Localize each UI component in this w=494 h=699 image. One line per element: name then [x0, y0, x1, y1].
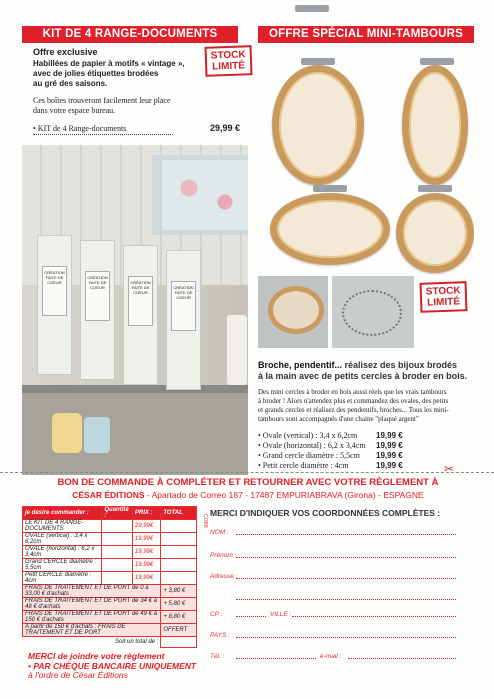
offer-line: au gré des saisons.	[33, 79, 108, 88]
range-document-box: CRÉATION FAITE DE COEUR	[166, 250, 201, 390]
cut-line	[0, 472, 494, 473]
order-table: je désire commander : Quantité : PRIX : TOTAL LE KIT DE 4 RANGE-DOCUMENTS 29,99€ OVALE (vertical) : 3,4 x 6,2cm 19,99€ OVALE (horizontal) : 6,2 x 3,4cm 19,99€ Grand CERCLE diamètre : 5,5cm 19,99€ Petit CERCLE diamètre : 4cm 19,99€ FRAIS DE TRAITEMENT ET DE PORT de 0 à 33,00 € d'achats + 3,80 € FRAIS DE TRAITEMENT ET DE PORT de 34 € à 48 € d'achats + 5,80 € FRAIS DE TRAITEMENT ET DE PORT de 49 € à 150 € d'achats + 8,80 € A partir de 150 € d'achats : FRAIS DE TRAITEMENT ET DE PORT OFFERT Soit un total de :	[22, 506, 197, 648]
mini-tambours-banner: OFFRE SPÉCIAL MINI-TAMBOURS	[258, 26, 474, 43]
kit-price: 29,99 €	[210, 123, 241, 133]
hoops-headline: Broche, pendentif... réalisez des bijoux brodés	[258, 360, 458, 370]
range-documents-photo	[22, 145, 248, 475]
total-field[interactable]	[161, 559, 197, 572]
offer-line: Habillées de papier à motifs « vintage »,	[33, 59, 185, 68]
kit-description: Ces boîtes trouveront facilement leur place dans votre espace bureau.	[33, 96, 171, 115]
oval-horizontal-hoop	[402, 65, 468, 185]
hoop-price-row: • Petit cercle diamètre : 4cm 19,99 €	[258, 461, 403, 470]
field-label: CP :	[210, 611, 223, 618]
field-label: NOM :	[210, 529, 229, 536]
field-label: e-mail :	[320, 653, 342, 660]
total-field[interactable]	[161, 520, 197, 533]
address-input-2[interactable]	[236, 592, 456, 600]
large-circle-hoop	[270, 193, 390, 265]
address-input[interactable]	[236, 571, 456, 579]
pendant-chain-photo	[332, 276, 414, 348]
email-input[interactable]	[348, 651, 456, 659]
phone-input[interactable]	[236, 651, 316, 659]
hoops-headline: à la main avec de petits cercles à broder en bois.	[258, 371, 468, 381]
field-label: Tél. :	[210, 653, 225, 660]
postcode-input[interactable]	[236, 609, 266, 617]
hoop-price-row: • Ovale (vertical) : 3,4 x 6,2cm 19,99 €	[258, 431, 403, 440]
order-address: CÉSAR ÉDITIONS - Apartado de Correo 187 - 17487 EMPURIABRAVA (Girona) - ESPAGNE	[72, 490, 424, 500]
oval-vertical-hoop	[272, 65, 364, 185]
stock-limited-stamp: STOCK LIMITÉ	[204, 45, 252, 77]
quantity-field[interactable]	[102, 533, 133, 546]
total-field[interactable]	[161, 572, 197, 585]
offer-line: avec de jolies étiquettes brodées	[33, 69, 159, 78]
country-input[interactable]	[236, 630, 456, 638]
order-title: BON DE COMMANDE À COMPLÉTER ET RETOURNER AVEC VOTRE RÈGLEMENT À	[57, 477, 439, 488]
scissors-icon: ✂	[444, 462, 455, 476]
form-code: COB8	[202, 514, 208, 528]
city-input[interactable]	[292, 609, 456, 617]
range-document-box: CRÉATION FAITE DE COEUR	[80, 240, 115, 380]
quantity-field[interactable]	[102, 520, 133, 533]
hoop-price-row: • Grand cercle diamètre : 5,5cm 19,99 €	[258, 451, 403, 460]
quantity-field[interactable]	[102, 572, 133, 585]
small-circle-hoop	[396, 193, 474, 273]
quantity-field[interactable]	[102, 546, 133, 559]
grand-total-field[interactable]	[161, 637, 197, 648]
kit-price-label: • KIT de 4 Range-documents	[33, 124, 173, 135]
field-label: PAYS :	[210, 632, 230, 639]
total-field[interactable]	[161, 533, 197, 546]
range-document-box: CRÉATION FAITE DE COEUR	[37, 235, 72, 375]
firstname-input[interactable]	[236, 550, 456, 558]
brooch-photo	[258, 276, 328, 348]
quantity-field[interactable]	[102, 559, 133, 572]
offer-title: Offre exclusive	[33, 47, 98, 57]
field-label: Adresse :	[210, 573, 238, 580]
name-input[interactable]	[236, 527, 456, 535]
field-label: VILLE :	[270, 611, 292, 618]
stock-limited-stamp: STOCK LIMITÉ	[419, 281, 467, 313]
kit-banner: KIT DE 4 RANGE-DOCUMENTS	[22, 26, 238, 43]
mini-hoops-photo	[258, 45, 474, 275]
payment-note: MERCI de joindre votre règlement • PAR CHÈQUE BANCAIRE UNIQUEMENT à l'ordre de César Éditions	[28, 651, 197, 680]
hoop-price-row: • Ovale (horizontal) : 6,2 x 3,4cm 19,99 €	[258, 441, 403, 450]
range-document-box: CRÉATION FAITE DE COEUR	[123, 245, 158, 385]
field-label: Prénom :	[210, 552, 237, 559]
coords-title: MERCI D'INDIQUER VOS COORDONNÉES COMPLÈTES :	[210, 508, 441, 518]
total-field[interactable]	[161, 546, 197, 559]
hoops-description: Des mini cercles à broder en bois aussi réels que les vrais tambours à broder ! Alors n'attendez plus et commandez des ovales, des petits et grands cercles et réalisez des pendentifs, broches... Tous les mini- tambours sont accompagnés d'une chaine "plaqué argent"	[258, 388, 449, 423]
